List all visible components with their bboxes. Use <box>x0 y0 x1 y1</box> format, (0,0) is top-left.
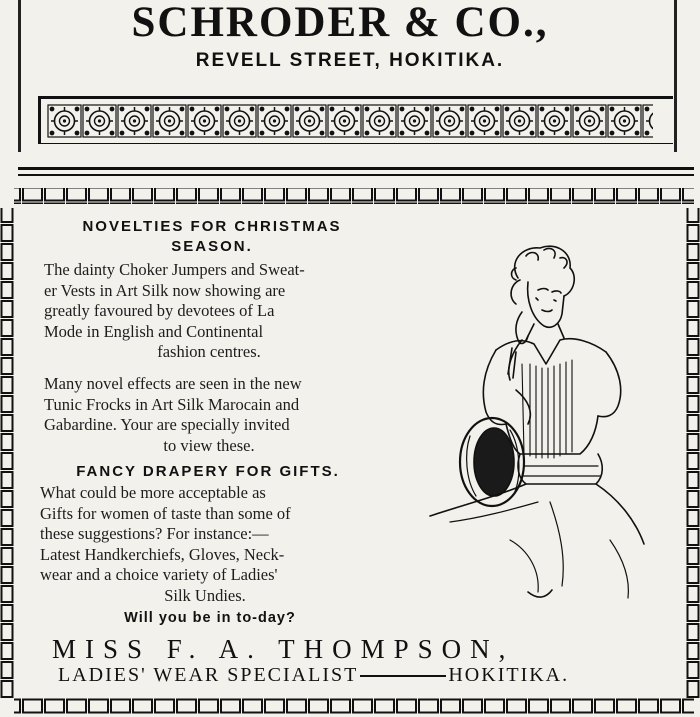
separator-rule-top <box>18 167 694 170</box>
separator-rule-bottom <box>18 174 694 176</box>
text-line: Mode in English and Continental <box>44 321 264 341</box>
heading-novelties: NOVELTIES FOR CHRISTMAS <box>82 218 342 235</box>
text-line: wear and a choice variety of Ladies' <box>40 565 278 584</box>
text-line: er Vests in Art Silk now showing are <box>44 280 286 300</box>
text-line: Gabardine. Your are specially invited <box>44 415 290 434</box>
call-to-action: Will you be in to-day? <box>124 610 296 626</box>
firm-name: SCHRODER & CO., <box>131 0 549 46</box>
location-label: HOKITIKA. <box>448 664 570 686</box>
paragraph-choker-jumpers <box>44 260 374 363</box>
heading-fancy-drapery: FANCY DRAPERY FOR GIFTS. <box>76 463 340 480</box>
firm-address: REVELL STREET, HOKITIKA. <box>195 50 505 71</box>
text-line: Many novel effects are seen in the new <box>44 374 302 393</box>
paragraph-gifts <box>40 483 370 606</box>
text-line: Tunic Frocks in Art Silk Marocain and <box>44 394 300 414</box>
paragraph-tunic-frocks <box>44 374 374 456</box>
text-line: Gifts for women of taste than some of <box>40 503 291 523</box>
text-line: The dainty Choker Jumpers and Sweat- <box>44 260 305 279</box>
signature-name: MISS F. A. THOMPSON, <box>52 634 515 664</box>
text-line: greatly favoured by devotees of La <box>44 301 275 320</box>
dash-rule <box>360 675 446 677</box>
text-line: Silk Undies. <box>164 585 246 605</box>
text-line: Latest Handkerchiefs, Gloves, Neck- <box>40 544 285 564</box>
text-line: fashion centres. <box>157 342 261 361</box>
schroder-advert <box>0 0 700 152</box>
ornament-pattern-icon <box>47 103 667 139</box>
ornamental-band <box>38 96 673 144</box>
specialist-label: LADIES' WEAR SPECIALIST <box>58 664 359 686</box>
text-line: to view these. <box>163 435 255 455</box>
heading-season: SEASON. <box>171 238 253 255</box>
signature-title <box>58 664 618 687</box>
text-line: these suggestions? For instance:— <box>40 524 269 543</box>
woman-with-hat-illustration <box>410 240 670 620</box>
text-line: What could be more acceptable as <box>40 483 266 502</box>
